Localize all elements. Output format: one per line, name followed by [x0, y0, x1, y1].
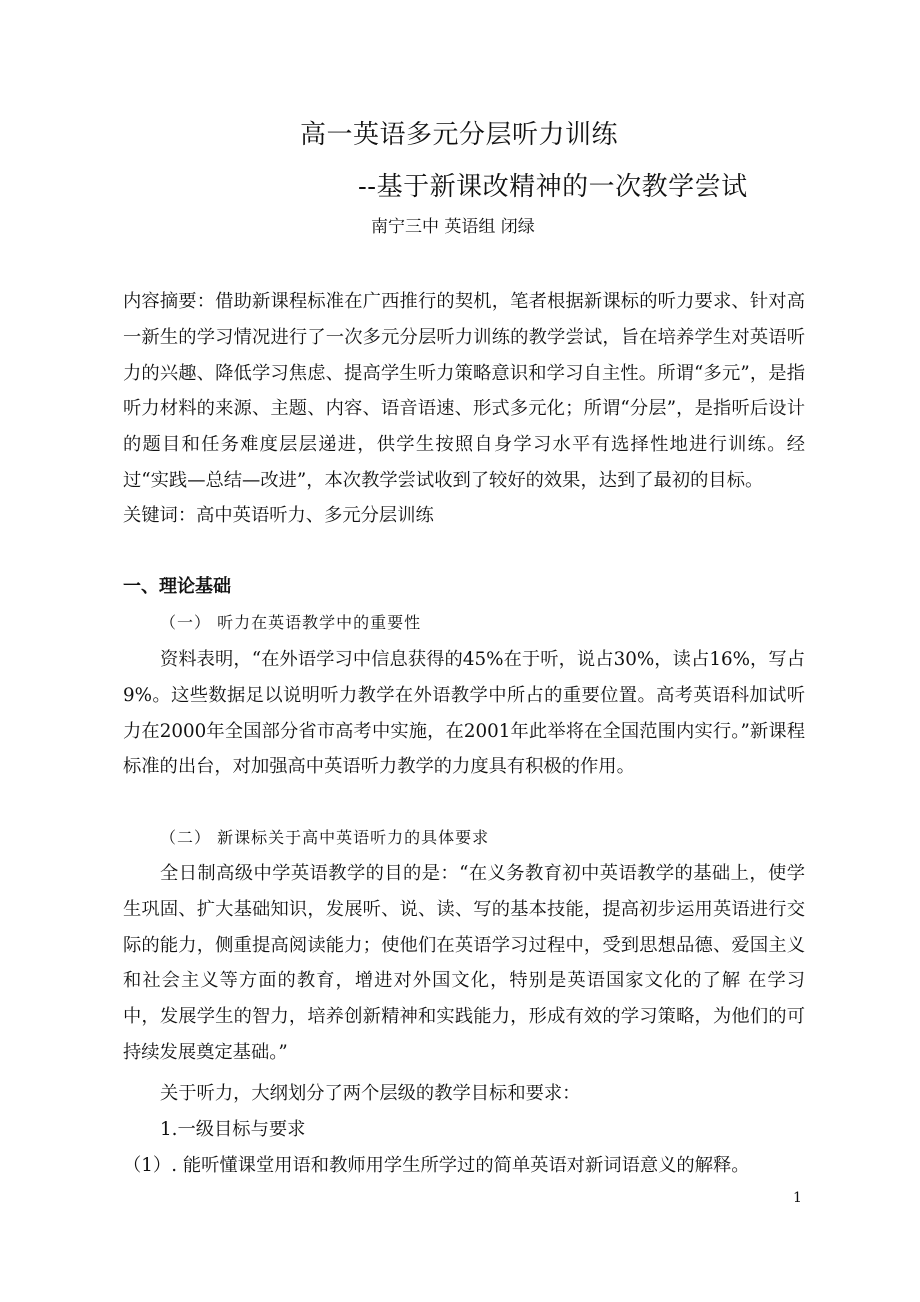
document-subtitle: --基于新课改精神的一次教学尝试 — [358, 172, 748, 202]
abstract-paragraph: 内容摘要：借助新课程标准在广西推行的契机，笔者根据新课标的听力要求、针对高一新生的学习情况进行了一次多元分层听力训练的教学尝试，旨在培养学生对英语听力的兴趣、降低学习焦虑、提高学生听力策略意识和学习自主性。所谓“多元”，是指听力材料的来源、主题、内容、语音语速、形式多元化；所谓“分层”，是指听后设计的题目和任务难度层层递进，供学生按照自身学习水平有选择性地进行训练。经过“实践—总结—改进”，本次教学尝试收到了较好的效果，达到了最初的目标。 — [123, 291, 805, 491]
subsection-heading-requirements: （二） 新课标关于高中英语听力的具体要求 — [160, 828, 490, 847]
paragraph-teaching-goals: 全日制高级中学英语教学的目的是：“在义务教育初中英语教学的基础上，使学生巩固、扩大基础知识，发展听、说、读、写的基本技能，提高初步运用英语进行交际的能力，侧重提高阅读能力；使他们在英语学习过程中，受到思想品德、爱国主义和社会主义等方面的教育，增进对外国文化，特别是英语国家文化的了解 在学习中，发展学生的智力，培养创新精神和实践能力，形成有效的学习策略，为他们的可持续发展奠定基础。” — [123, 863, 805, 1063]
author-line: 南宁三中 英语组 闭绿 — [371, 217, 535, 237]
paragraph-importance: 资料表明，“在外语学习中信息获得的45%在于听，说占30%，读占16%，写占9%。这些数据足以说明听力教学在外语教学中所占的重要位置。高考英语科加试听力在2000年全国部分省市高考中实施，在2001年此举将在全国范围内实行。”新课程标准的出台，对加强高中英语听力教学的力度具有积极的作用。 — [123, 649, 805, 778]
page-number: 1 — [793, 1190, 802, 1206]
document-title: 高一英语多元分层听力训练 — [300, 120, 619, 150]
list-item-requirement-1: （1）. 能听懂课堂用语和教师用学生所学过的简单英语对新词语意义的解释。 — [123, 1155, 750, 1176]
list-item-level-one: 1.一级目标与要求 — [160, 1119, 306, 1140]
section-heading-theory: 一、理论基础 — [123, 576, 231, 597]
subsection-heading-importance: （一） 听力在英语教学中的重要性 — [160, 613, 422, 632]
keywords-line: 关键词：高中英语听力、多元分层训练 — [123, 505, 434, 526]
paragraph-listening-intro: 关于听力，大纲划分了两个层级的教学目标和要求： — [160, 1083, 581, 1104]
